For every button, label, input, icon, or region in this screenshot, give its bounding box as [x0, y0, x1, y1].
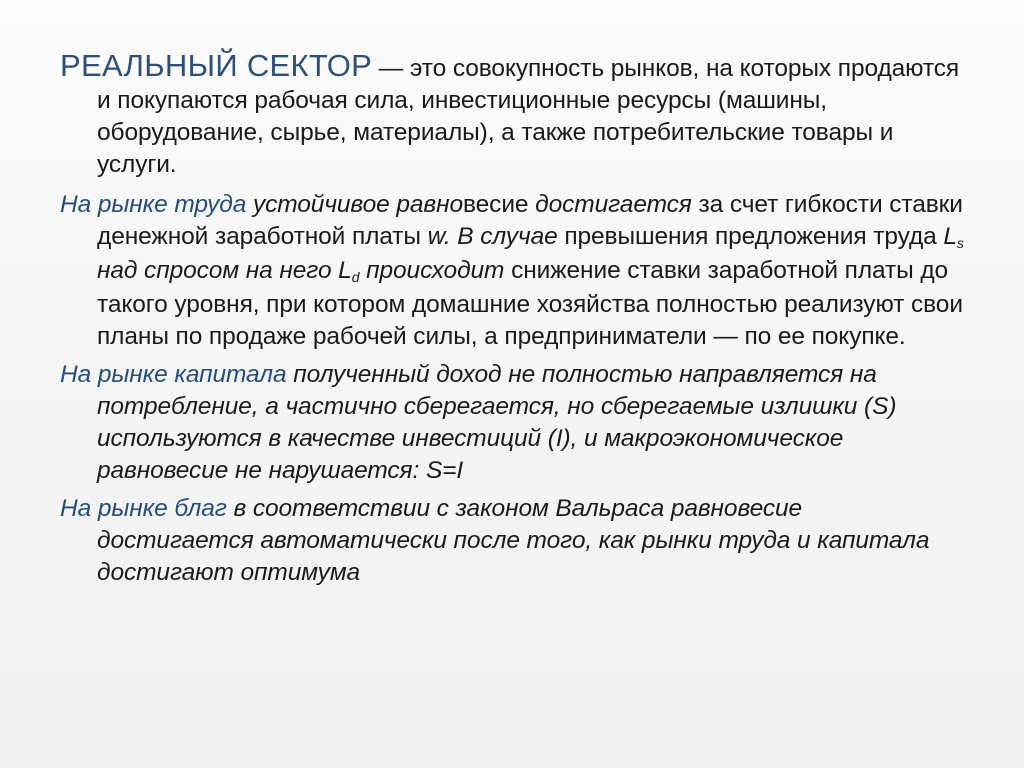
labor-demand-subscript: d	[351, 269, 360, 285]
labor-text-9: происходит	[359, 257, 505, 284]
labor-market-lead: На рынке труда	[60, 191, 247, 218]
capital-market-text: полученный доход не полностью направляется на потребление, а частично сберегается, но сберегаемые излишки (S) используются в качестве инвестиций (I), и макроэкономическое равновесие не нарушается: S=I	[97, 361, 897, 484]
paragraph-capital-market	[60, 359, 965, 487]
labor-supply-subscript: s	[956, 235, 964, 251]
real-sector-definition: — это совокупность рынков, на которых продаются и покупаются рабочая сила, инвестиционные ресурсы (машины, оборудование, сырье, материалы), а также потребительские товары и услуги.	[97, 55, 960, 178]
labor-text-4: за счет гибкости ставки денежной заработной платы	[97, 191, 963, 250]
slide-body	[60, 50, 965, 595]
labor-text-3: достигается	[535, 191, 692, 218]
term-real-sector: РЕАЛЬНЫЙ СЕКТОР	[60, 48, 373, 83]
paragraph-real-sector	[60, 50, 965, 181]
paragraph-goods-market	[60, 493, 965, 589]
capital-market-lead: На рынке капитала	[60, 361, 287, 388]
labor-text-10: снижение ставки заработной платы до такого уровня, при котором домашние хозяйства полностью реализуют свои планы по продаже рабочей силы, а предприниматели — по ее покупке.	[97, 257, 963, 350]
labor-text-1: устойчивое равно	[246, 191, 463, 218]
labor-supply-symbol: L	[943, 223, 957, 250]
labor-text-2: весие	[463, 191, 536, 218]
goods-market-lead: На рынке благ	[60, 495, 227, 522]
paragraph-labor-market	[60, 189, 965, 353]
goods-market-text: в соответствии с законом Вальраса равновесие достигается автоматически после того, как рынки труда и капитала достигают оптимума	[97, 495, 930, 586]
labor-text-5: w. В случае	[427, 223, 558, 250]
labor-text-8: над спросом на него L	[97, 257, 352, 284]
labor-text-6: превышения предложения труда	[557, 223, 944, 250]
